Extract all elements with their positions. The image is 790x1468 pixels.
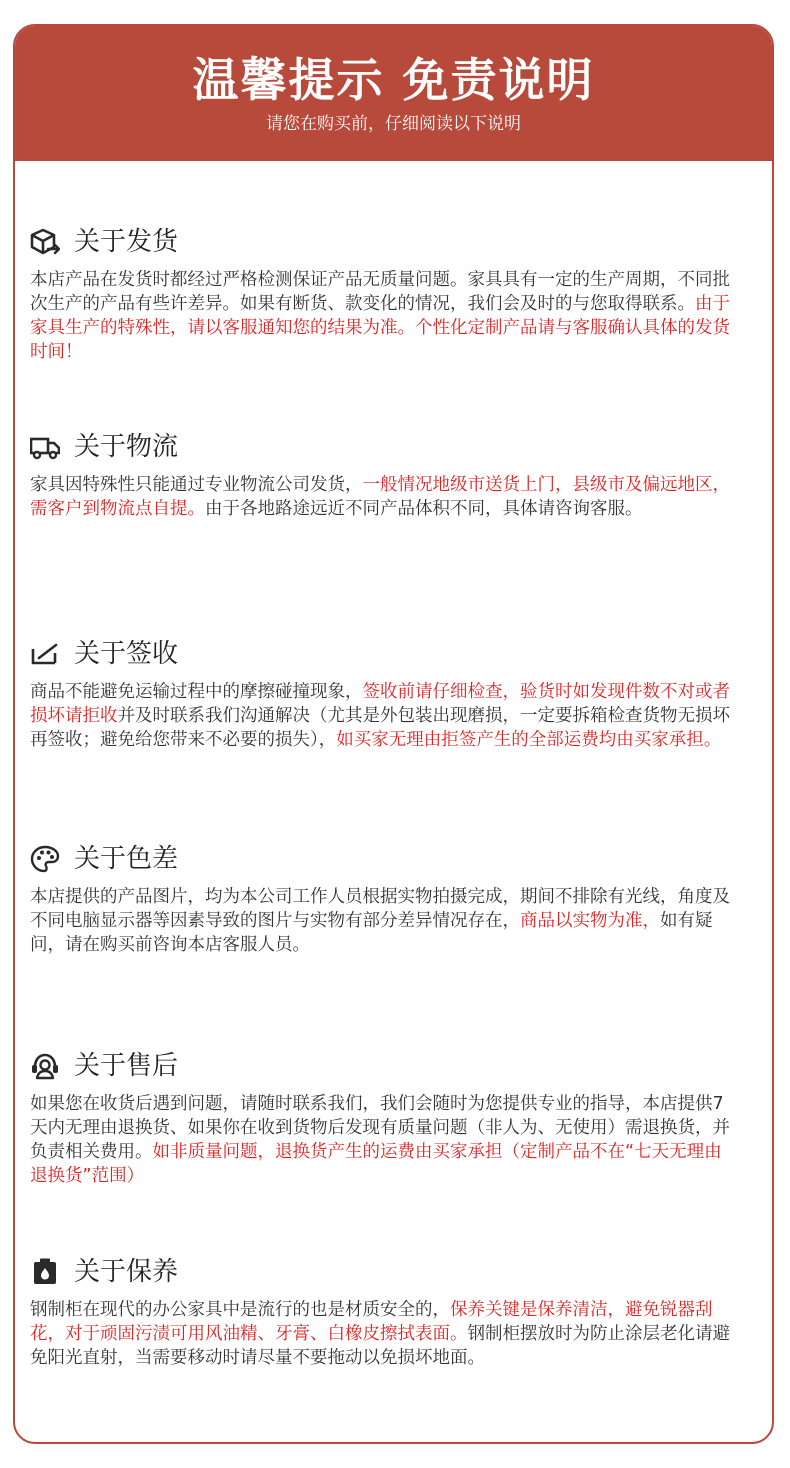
header-banner xyxy=(15,26,772,161)
section-shipping xyxy=(30,222,738,364)
body-text: 钢制柜在现代的办公家具中是流行的也是材质安全的， xyxy=(30,1300,450,1320)
section-maintenance xyxy=(30,1252,738,1370)
care-icon xyxy=(30,1257,60,1287)
page-title: 温馨提示 免责说明 xyxy=(192,53,595,107)
section-header xyxy=(30,427,738,467)
body-text: 由于各地路途远近不同产品体积不同，具体请咨询客服。 xyxy=(205,499,643,519)
palette-icon xyxy=(30,844,60,874)
section-body xyxy=(30,473,738,521)
section-body xyxy=(30,1092,738,1188)
sign-icon xyxy=(30,639,60,669)
section-body xyxy=(30,1298,738,1370)
body-text: 钢制柜摆放时为防止涂层老化请避免阳光直射，当需要移动时请尽量不要拖动以免损坏地面。 xyxy=(30,1324,730,1368)
body-text: 如有疑问，请在购买前咨询本店客服人员。 xyxy=(30,911,713,955)
section-header xyxy=(30,839,738,879)
body-highlight: 保养关键是保养清洁，避免锐器刮花，对于顽固污渍可用风油精、牙膏、白橡皮擦拭表面。 xyxy=(30,1300,713,1344)
body-text: 商品不能避免运输过程中的摩擦碰撞现象， xyxy=(30,682,363,702)
section-body xyxy=(30,268,738,364)
body-text: 本店产品在发货时都经过严格检测保证产品无质量问题。家具具有一定的生产周期，不同批次生产的产品有些许差异。如果有断货、款变化的情况，我们会及时的与您取得联系。 xyxy=(30,270,730,314)
page-subtitle: 请您在购买前，仔细阅读以下说明 xyxy=(266,114,521,134)
section-header xyxy=(30,1046,738,1086)
section-after-sales xyxy=(30,1046,738,1188)
truck-icon xyxy=(30,432,60,462)
body-highlight: 商品以实物为准， xyxy=(520,911,660,931)
body-highlight: 如非质量问题，退换货产生的运费由买家承担（定制产品不在“七天无理由退换货”范围） xyxy=(30,1142,722,1186)
section-body xyxy=(30,885,738,957)
body-text: 并及时联系我们沟通解决（尤其是外包装出现磨损，一定要拆箱检查货物无损坏再签收；避免给您带来不必要的损失）， xyxy=(30,706,730,750)
section-header xyxy=(30,222,738,262)
body-highlight: 由于家具生产的特殊性，请以客服通知您的结果为准。个性化定制产品请与客服确认具体的发货时间！ xyxy=(30,294,730,362)
section-logistics xyxy=(30,427,738,521)
body-highlight: 一般情况地级市送货上门，县级市及偏远地区，需客户到物流点自提。 xyxy=(30,475,730,519)
section-header xyxy=(30,1252,738,1292)
body-text: 家具因特殊性只能通过专业物流公司发货， xyxy=(30,475,363,495)
section-title: 关于物流 xyxy=(74,432,179,462)
body-highlight: 签收前请仔细检查，验货时如发现件数不对或者损坏请拒收 xyxy=(30,682,730,726)
package-icon xyxy=(30,227,60,257)
section-body xyxy=(30,680,738,752)
section-header xyxy=(30,634,738,674)
section-signing xyxy=(30,634,738,752)
section-title: 关于售后 xyxy=(74,1051,179,1081)
body-text: 本店提供的产品图片，均为本公司工作人员根据实物拍摄完成，期间不排除有光线，角度及不同电脑显示器等因素导致的图片与实物有部分差异情况存在， xyxy=(30,887,730,931)
section-color-difference xyxy=(30,839,738,957)
headset-icon xyxy=(30,1051,60,1081)
body-highlight: 如买家无理由拒签产生的全部运费均由买家承担。 xyxy=(336,730,722,750)
section-title: 关于签收 xyxy=(74,639,179,669)
section-title: 关于色差 xyxy=(74,844,179,874)
section-title: 关于发货 xyxy=(74,227,179,257)
section-title: 关于保养 xyxy=(74,1257,179,1287)
body-text: 如果您在收货后遇到问题，请随时联系我们，我们会随时为您提供专业的指导，本店提供7天内无理由退换货、如果你在收到货物后发现有质量问题（非人为、无使用）需退换货，并负责相关费用。 xyxy=(30,1094,730,1162)
